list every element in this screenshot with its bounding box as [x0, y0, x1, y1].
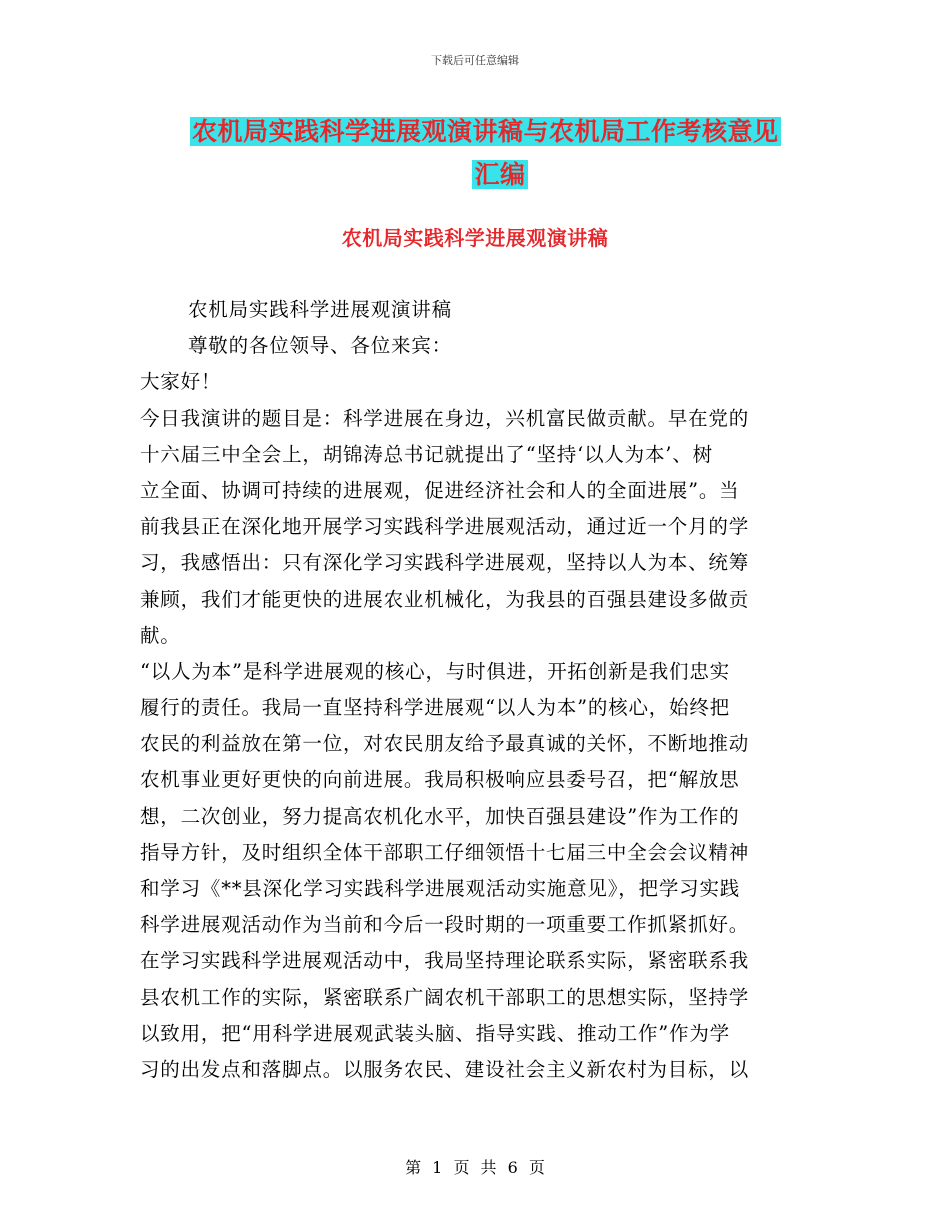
body-line: 前我县正在深化地开展学习实践科学进展观活动，通过近一个月的学: [140, 515, 750, 539]
body-line: 和学习《**县深化学习实践科学进展观活动实施意见》，把学习实践: [140, 877, 741, 900]
body-line: “以人为本”是科学进展观的核心，与时俱进，开拓创新是我们忠实: [140, 659, 730, 683]
body-line: 科学进展观活动作为当前和今后一段时期的一项重要工作抓紧抓好。: [140, 913, 750, 937]
header-note: 下载后可任意编辑: [431, 54, 519, 67]
body-line: 农机局实践科学进展观演讲稿: [188, 298, 452, 321]
body-line: 尊敬的各位领导、各位来宾：: [188, 334, 452, 358]
body-line: 习的出发点和落脚点。以服务农民、建设社会主义新农村为目标，以: [140, 1057, 750, 1081]
body-line: 在学习实践科学进展观活动中，我局坚持理论联系实际，紧密联系我: [140, 949, 750, 973]
body-line: 农民的利益放在第一位，对农民朋友给予最真诚的关怀，不断地推动: [140, 732, 750, 756]
body-line: 县农机工作的实际，紧密联系广阔农机干部职工的思想实际，坚持学: [140, 985, 750, 1009]
body-line: 献。: [140, 623, 181, 647]
body-text: [140, 292, 800, 1088]
body-line: 习，我感悟出：只有深化学习实践科学进展观，坚持以人为本、统筹: [140, 551, 750, 575]
section-title: 农机局实践科学进展观演讲稿: [341, 226, 609, 250]
title-line-2: 汇编: [474, 160, 526, 189]
page-footer: 第 1 页 共 6 页: [405, 1158, 545, 1177]
body-line: 以致用，把“用科学进展观武装头脑、指导实践、推动工作”作为学: [140, 1021, 730, 1045]
body-line: 履行的责任。我局一直坚持科学进展观“以人为本”的核心，始终把: [140, 696, 730, 720]
body-line: 今日我演讲的题目是：科学进展在身边，兴机富民做贡献。早在党的: [140, 406, 750, 430]
body-line: 立全面、协调可持续的进展观，促进经济社会和人的全面进展”。当: [140, 478, 740, 502]
body-line: 农机事业更好更快的向前进展。我局积极响应县委号召，把“解放思: [140, 768, 740, 792]
body-line: 大家好！: [140, 370, 222, 394]
title-line-1: 农机局实践科学进展观演讲稿与农机局工作考核意见: [192, 117, 779, 146]
document-title: [190, 110, 810, 196]
body-line: 指导方针，及时组织全体干部职工仔细领悟十七届三中全会会议精神: [140, 840, 750, 864]
body-line: 想，二次创业，努力提高农机化水平，加快百强县建设”作为工作的: [140, 804, 740, 828]
body-line: 十六届三中全会上，胡锦涛总书记就提出了“坚持‘以人为本’、树: [140, 442, 713, 466]
body-line: 兼顾，我们才能更快的进展农业机械化，为我县的百强县建设多做贡: [140, 587, 750, 611]
